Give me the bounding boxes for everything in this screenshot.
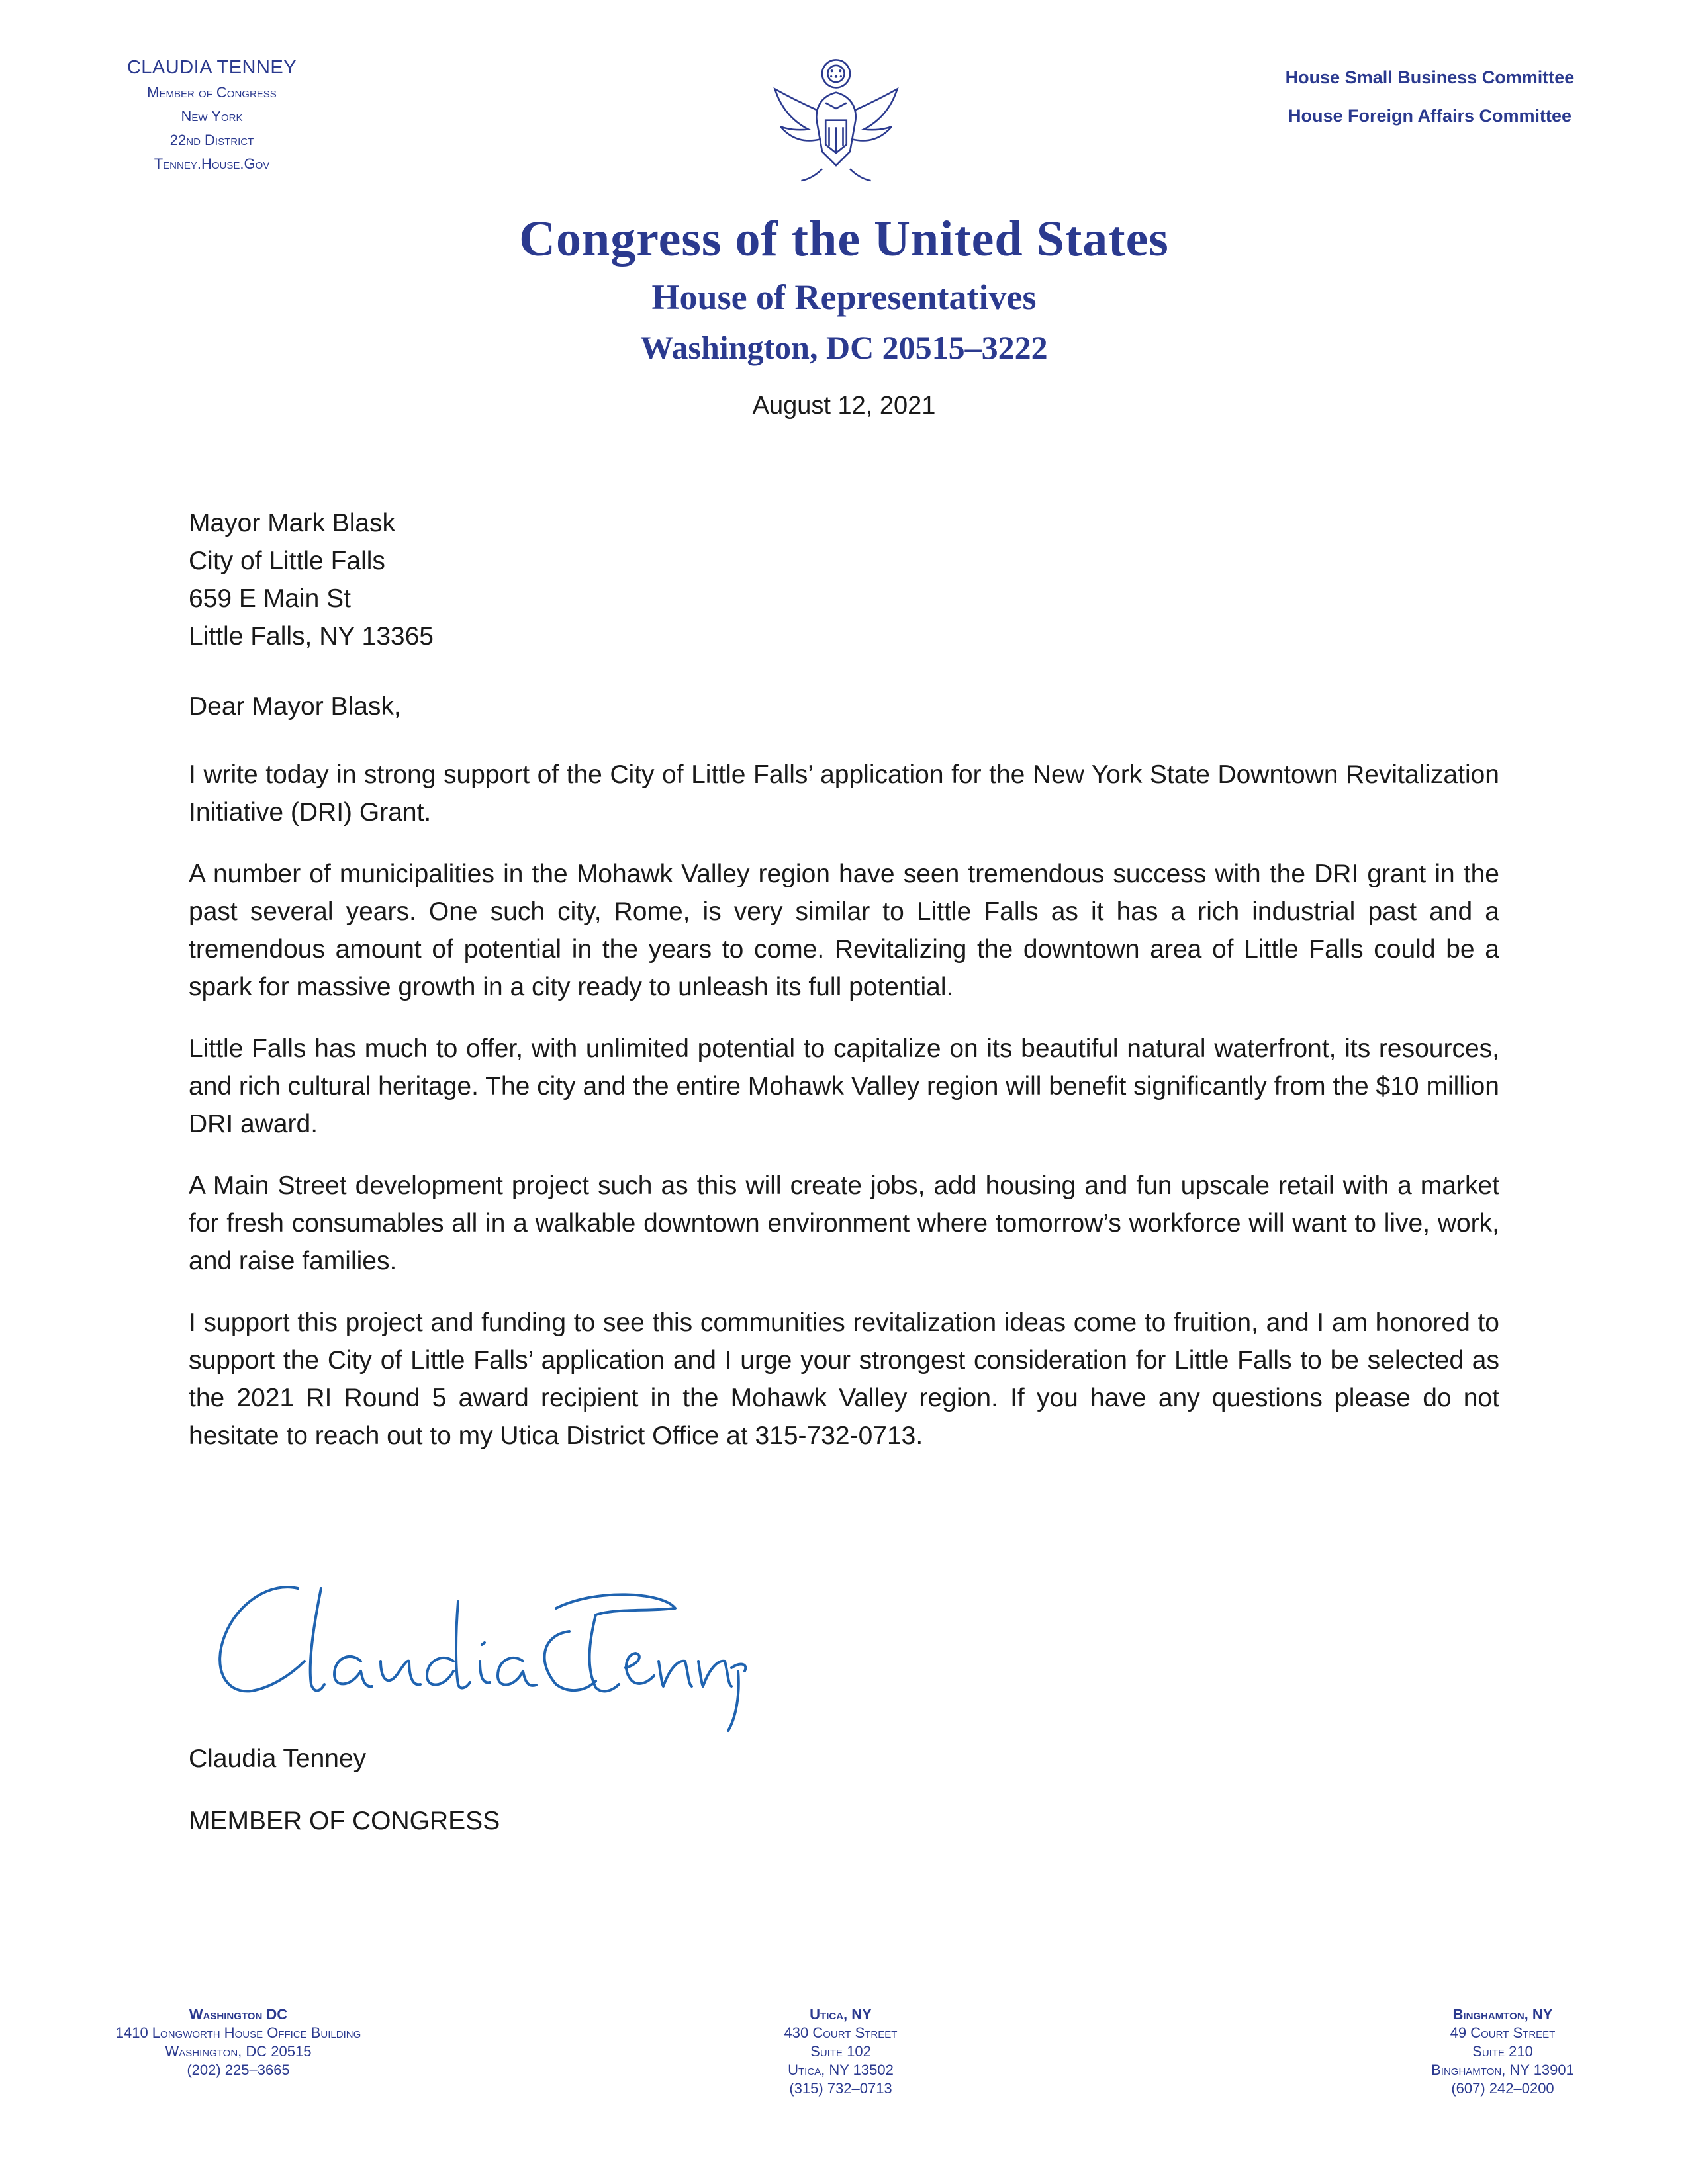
member-title: Member of Congress bbox=[147, 84, 277, 101]
office-phone: (607) 242–0200 bbox=[1451, 2080, 1554, 2097]
office-utica bbox=[675, 2005, 1006, 2098]
office-washington bbox=[66, 2005, 410, 2079]
recipient-city: Little Falls, NY 13365 bbox=[189, 622, 434, 651]
great-seal-icon bbox=[767, 54, 906, 193]
office-line: 49 Court Street bbox=[1450, 2025, 1556, 2041]
member-name: CLAUDIA TENNEY bbox=[126, 57, 297, 78]
letter-body bbox=[189, 756, 1499, 1479]
recipient-organization: City of Little Falls bbox=[189, 547, 385, 575]
member-district: 22nd District bbox=[169, 132, 254, 148]
office-line: Utica, NY 13502 bbox=[788, 2062, 894, 2078]
office-line: Suite 210 bbox=[1472, 2043, 1533, 2060]
office-phone: (315) 732–0713 bbox=[789, 2080, 892, 2097]
office-line: Washington, DC 20515 bbox=[165, 2043, 312, 2060]
office-binghamton bbox=[1357, 2005, 1648, 2098]
member-state: New York bbox=[181, 108, 243, 124]
signer-title: MEMBER OF CONGRESS bbox=[189, 1807, 500, 1835]
paragraph: Little Falls has much to offer, with unlimited potential to capitalize on its beautiful natural waterfront, its resources, and rich cultural heritage. The city and the entire Mohawk Valley region will benefit significantly from the $10 million DRI award. bbox=[189, 1034, 1499, 1138]
committee-foreign-affairs: House Foreign Affairs Committee bbox=[1288, 106, 1572, 126]
congress-title: Congress of the United States bbox=[519, 211, 1169, 267]
committee-block bbox=[1244, 58, 1615, 135]
paragraph: A number of municipalities in the Mohawk Valley region have seen tremendous success with the DRI grant in the past several years. One such city, Rome, is very similar to Little Falls as it has a rich industrial past and a tremendous amount of potential in the years to come. Revitalizing the downtown area of Little Falls could be a spark for massive growth in a city ready to unleash its full potential. bbox=[189, 860, 1499, 1001]
signer-name: Claudia Tenney bbox=[189, 1745, 367, 1773]
committee-small-business: House Small Business Committee bbox=[1285, 68, 1575, 87]
paragraph: I support this project and funding to see this communities revitalization ideas come to fruition, and I am honored to support the City of Little Falls’ application and I urge your strongest consideration for Little Falls to be selected as the 2021 RI Round 5 award recipient in the Mohawk Valley region. If you have any questions please do not hesitate to reach out to my Utica District Office at 315-732-0713. bbox=[189, 1308, 1499, 1450]
member-block bbox=[40, 54, 384, 176]
office-heading: Washington DC bbox=[189, 2006, 288, 2023]
member-website: Tenney.House.Gov bbox=[154, 156, 270, 172]
capitol-address: Washington, DC 20515–3222 bbox=[640, 329, 1048, 366]
office-line: 1410 Longworth House Office Building bbox=[115, 2025, 361, 2041]
paragraph: A Main Street development project such as this will create jobs, add housing and fun upscale retail with a market for fresh consumables all in a walkable downtown environment where tomorrow’s workforce will want to live, work, and raise families. bbox=[189, 1171, 1499, 1275]
recipient-street: 659 E Main St bbox=[189, 584, 351, 613]
office-line: Binghamton, NY 13901 bbox=[1431, 2062, 1574, 2078]
office-heading: Utica, NY bbox=[810, 2006, 872, 2023]
recipient-name: Mayor Mark Blask bbox=[189, 509, 396, 537]
office-heading: Binghamton, NY bbox=[1452, 2006, 1553, 2023]
office-line: Suite 102 bbox=[810, 2043, 871, 2060]
house-title: House of Representatives bbox=[651, 277, 1037, 317]
salutation: Dear Mayor Blask, bbox=[189, 692, 401, 721]
letter-date: August 12, 2021 bbox=[752, 392, 936, 420]
recipient-address bbox=[189, 504, 434, 655]
office-line: 430 Court Street bbox=[784, 2025, 898, 2041]
office-phone: (202) 225–3665 bbox=[187, 2062, 290, 2078]
paragraph: I write today in strong support of the City of Little Falls’ application for the New York State Downtown Revitalization Initiative (DRI) Grant. bbox=[189, 760, 1499, 827]
signature bbox=[199, 1562, 768, 1734]
